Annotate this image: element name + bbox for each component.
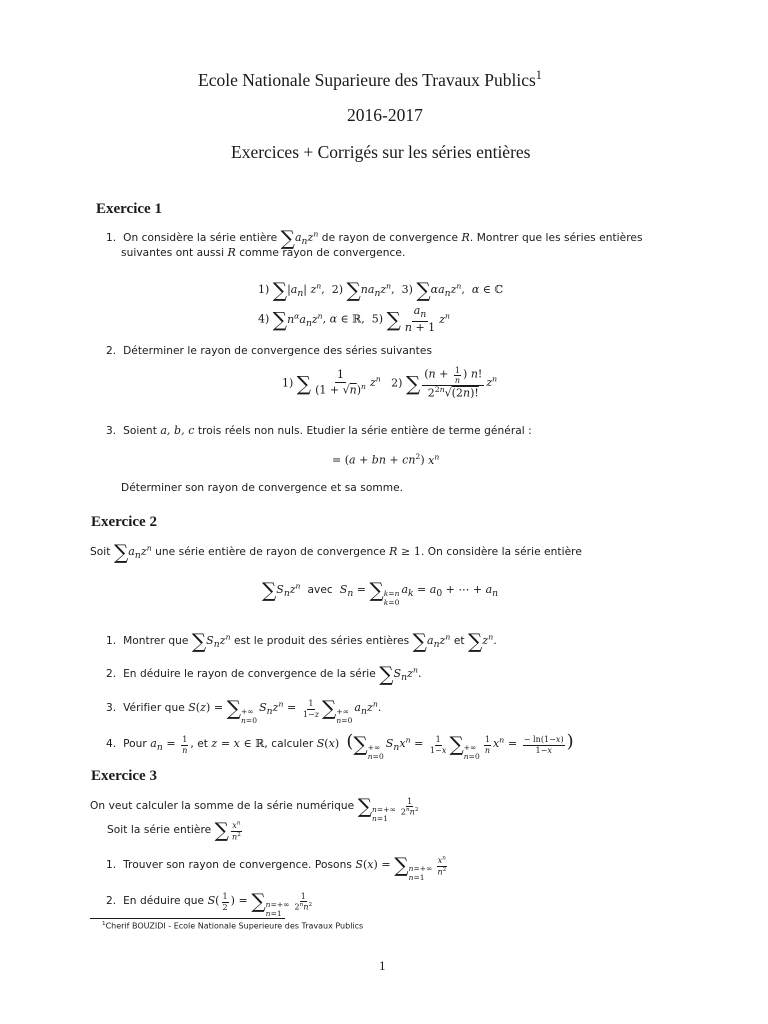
footnote-text: Cherif BOUZIDI - Ecole Nationale Superieure des Travaux Publics	[105, 921, 364, 931]
ex2-q2-series: $\sum S_nz^n$.	[379, 662, 422, 686]
ex3-soit-text: Soit la série entière	[107, 824, 212, 836]
ex1-q1-radius: R	[461, 231, 470, 244]
ex1-q3-text-c: Déterminer son rayon de convergence et sa somme.	[121, 482, 404, 494]
ex2-q4-number: 4.	[106, 738, 117, 750]
ex2-question-3	[106, 696, 381, 725]
ex2-q3-identity: S(z) = ∑ +∞ n=0 $S_nz^n$ = $\frac{1}{1-z}$ ∑ +∞ n=0 $a_nz^n$.	[188, 696, 382, 725]
ex3-numeric-series: ∑ n=+∞ n=1 $\frac{1}{2^nn^2}$	[357, 794, 419, 823]
ex2-q3-number: 3.	[106, 702, 117, 714]
ex2-q1-text-c: et	[453, 635, 465, 647]
ex3-question-1	[106, 853, 449, 882]
ex1-q1-text-e: comme rayon de convergence.	[239, 247, 406, 259]
ex2-q2-text: En déduire le rayon de convergence de la série	[123, 668, 376, 680]
ex2-question-2	[106, 662, 422, 686]
ex1-q2-text: Déterminer le rayon de convergence des séries suivantes	[123, 345, 433, 357]
ex2-q1-number: 1.	[106, 635, 117, 647]
ex3-q2-number: 2.	[106, 895, 117, 907]
exercise-1-heading: Exercice 1	[96, 201, 162, 217]
ex3-soit	[107, 818, 244, 842]
ex2-intro-b: une série entière de rayon de convergence	[155, 546, 386, 558]
ex1-q1-text-c: . Montrer que les séries entières	[469, 232, 643, 244]
ex2-q1-text-b: est le produit des séries entières	[234, 635, 410, 647]
title-text: Ecole Nationale Suparieure des Travaux Publics	[198, 69, 536, 90]
ex1-q1-text-d: suivantes ont aussi	[121, 247, 225, 259]
ex1-q1-radius-2: R	[227, 246, 236, 259]
ex1-q3-general-term: = (a + bn + $cn^2$) $x^n$	[332, 452, 440, 467]
footnote	[102, 921, 363, 931]
exercise-2-heading: Exercice 2	[91, 514, 157, 530]
ex2-q4-text-c: , calculer	[264, 738, 314, 750]
ex1-q2-formulas: 1) ∑ $\frac{1}{(1 + √n)^n}$ $z^n$ 2) ∑ (n + $\frac{1}{n}$ ) n! $2^{2n}√(2n)$! $z^n$	[282, 366, 498, 401]
ex2-q4-text-a: Pour	[123, 738, 147, 750]
ex3-power-series: ∑ $\frac{x^n}{n^2}$	[214, 818, 241, 842]
ex2-q1-series-z: $\sum z^n$.	[468, 629, 497, 653]
page-number: 1	[379, 958, 386, 973]
ex2-avec: avec	[307, 584, 333, 596]
ex3-q2-text: En déduire que	[123, 895, 205, 907]
document-subtitle: Exercices + Corrigés sur les séries entières	[231, 142, 531, 162]
footnote-rule	[90, 918, 285, 919]
ex1-series-list-line-2: 4) $\sum n^\alpha a_nz^n$, α ∈ ℝ, 5) ∑ $\frac{a_n}{n + 1}$ $z^n$	[258, 304, 450, 334]
ex2-q4-formula: S(x) (∑ +∞ n=0 $S_nx^n$ = $\frac{1}{1-x}$ ∑ +∞ n=0 $\frac{1}{n}$ $x^n$ = $\frac{- \ln(1-x)}{1-x}$ )	[316, 731, 574, 761]
ex3-q2-identity: S( $\frac{1}{2}$ ) = ∑ n=+∞ n=1 $\frac{1}{2^nn^2}$	[207, 889, 313, 918]
ex3-q1-definition: S(x) = ∑ n=+∞ n=1 $\frac{x^n}{n^2}$	[355, 853, 447, 882]
ex2-q4-an: $a_n$ = $\frac{1}{n}$	[150, 735, 188, 755]
ex2-intro-a: Soit	[90, 546, 111, 558]
ex2-radius-condition: R ≥ 1	[389, 545, 421, 558]
ex1-q2-number: 2.	[106, 345, 117, 357]
ex3-q1-text: Trouver son rayon de convergence. Posons	[123, 859, 352, 871]
ex1-q1-number: 1.	[106, 232, 117, 244]
ex1-question-1-cont	[121, 246, 405, 259]
ex1-series-list-line-1: 1) $\sum|a_n|$ $z^n$, 2) $\sum na_nz^n$, 3) $\sum\alpha a_nz^n$, α ∈ ℂ	[258, 278, 504, 302]
exercise-3-heading: Exercice 3	[91, 768, 157, 784]
ex2-q1-series-s: $\sum S_nz^n$	[191, 629, 231, 653]
ex1-question-3	[106, 424, 532, 437]
ex2-q1-text-a: Montrer que	[123, 635, 189, 647]
ex1-q3-text-b: trois réels non nuls. Etudier la série entière de terme général :	[197, 425, 532, 437]
ex3-q1-number: 1.	[106, 859, 117, 871]
footnote-number: 1	[102, 921, 106, 927]
ex2-q4-domain: z = x ∈ ℝ	[211, 737, 265, 750]
ex2-q1-series-a: $\sum a_nz^n$	[412, 629, 451, 653]
ex1-question-2	[106, 345, 432, 357]
ex1-q3-number: 3.	[106, 425, 117, 437]
ex1-q1-text-b: de rayon de convergence	[321, 232, 459, 244]
ex3-intro-text: On veut calculer la somme de la série numérique	[90, 800, 355, 812]
ex1-q3-text-a: Soient	[123, 425, 157, 437]
ex2-q3-text: Vérifier que	[123, 702, 185, 714]
ex1-q3-variables: a, b, c	[160, 424, 195, 437]
ex2-question-4	[106, 731, 574, 761]
ex3-question-2	[106, 889, 315, 918]
footnote-mark: 1	[535, 68, 542, 82]
ex2-q4-text-b: , et	[190, 738, 208, 750]
ex2-intro	[90, 540, 582, 564]
ex1-q1-series: $\sum a_nz^n$	[280, 226, 319, 250]
document-title	[198, 68, 542, 91]
ex1-q1-text-a: On considère la série entière	[123, 232, 278, 244]
ex2-question-1	[106, 629, 497, 653]
academic-year: 2016-2017	[347, 105, 423, 125]
ex2-q2-number: 2.	[106, 668, 117, 680]
ex2-intro-c: . On considère la série entière	[420, 546, 582, 558]
ex2-intro-series: $\sum a_nz^n$	[113, 540, 152, 564]
ex2-series-definition: $\sum S_nz^n$ avec $S_n$ = ∑ k=n k=0 $a_k = a_0$ + ⋯ + $a_n$	[262, 578, 499, 607]
